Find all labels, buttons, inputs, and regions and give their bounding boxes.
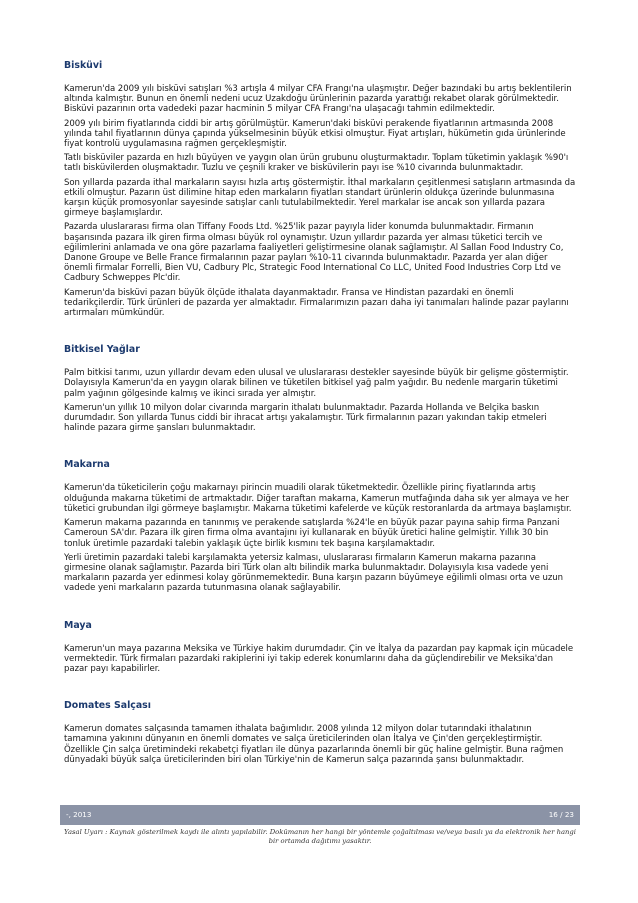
paragraph: Pazarda uluslararası firma olan Tiffany Foods Ltd. %25'lik pazar payıyla lider konumda bulunmaktadır. Firmanın başarısında pazara ilk giren firma olması büyük rol oynamıştır. Uzun yıllardır pazarda yer alması tüketici tercih ve eğilimlerini anlamada ve ona göre pazarlama faaliyetleri geliştirmesine olanak sağlamıştır. Al Sallan Food Industry Co, Danone Groupe ve Belle France firmalarının pazar payları %10-11 civarında bulunmaktadır. Pazarda yer alan diğer önemli firmalar Forrelli, Bien VU, Cadbury Plc, Strategic Food International Co LLC, United Food Industries Corp Ltd ve Cadbury Schweppes Plc'dir. [64, 222, 564, 284]
section-heading: Maya [64, 619, 92, 631]
paragraph: Kamerun domates salçasında tamamen ithalata bağımlıdır. 2008 yılında 12 milyon dolar tutarındaki ithalatının tamamına yakınını dünyanın en önemli domates ve salça üreticilerinden olan İtalya ve Çin'den gerçekleştirmiştir. Özellikle Çin salça üretimindeki rekabetçi fiyatları ile dünya pazarlarında önemli bir güç haline gelmiştir. Buna rağmen dünyadaki büyük salça üreticilerinden biri olan Türkiye'nin de Kamerun salça pazarında şansı bulunmaktadır. [64, 724, 564, 765]
legal-notice: Yasal Uyarı : Kaynak gösterilmek kaydı ile alıntı yapılabilir. Dokümanın her hangi bir yöntemle çoğaltılması ve/veya basılı ya da elektronik her hangi bir ortamda dağıtımı yasaktır. [64, 828, 576, 845]
footer-bar [60, 805, 580, 825]
paragraph: Son yıllarda pazarda ithal markaların sayısı hızla artış göstermiştir. İthal markaların çeşitlenmesi satışların artmasında da etkili olmuştur. Pazarın üst dilimine hitap eden markaların fiyatları standart ürünlerin oldukça üzerinde bulunmasına karşın küçük promosyonlar sayesinde satışlar canlı tutulabilmektedir. Yerel markalar ise ancak son yıllarda pazara girmeye başlamışlardır. [64, 177, 576, 219]
section-heading: Bisküvi [64, 60, 103, 71]
footer-date: -, 2013 [66, 810, 92, 819]
section-heading: Domates Salçası [64, 700, 151, 712]
document-body [64, 60, 576, 791]
section-biskuvi [64, 60, 576, 318]
paragraph: Kamerun'da tüketicilerin çoğu makarnayı pirincin muadili olarak tüketmektedir. Özellikle pirinç fiyatlarında artış olduğunda makarna tüketimi de artmaktadır. Diğer taraftan makarna, Kamerun mutfağında daha sık yer almaya ve her tüketici grubundan ilgi görmeye başlamıştır. Makarna tüketimi kafelerde ve küçük restoranlarda da artmaya başlamıştır. [64, 483, 572, 514]
section-bitkisel-yaglar [64, 344, 576, 433]
paragraph: Yerli üretimin pazardaki talebi karşılamakta yetersiz kalması, uluslararası firmaların Kamerun makarna pazarına girmesine olanak sağlamıştır. Pazarda biri Türk olan altı bilindik marka bulunmaktadır. Dolayısıyla kısa vadede yeni markaların pazarda yer edinmesi kolay görünmemektedir. Buna karşın pazarın büyümeye eğilimli olması orta ve uzun vadede yeni markaların pazarda tutunmasına olanak sağlayabilir. [64, 552, 564, 594]
section-heading: Bitkisel Yağlar [64, 344, 140, 356]
section-heading: Makarna [64, 459, 110, 471]
paragraph: Kamerun'da bisküvi pazarı büyük ölçüde ithalata dayanmaktadır. Fransa ve Hindistan pazardaki en önemli tedarikçilerdir. Türk ürünleri de pazarda yer almaktadır. Firmalarımızın pazarı daha iyi tanımaları halinde pazar paylarını artırmaları mümkündür. [64, 287, 569, 319]
paragraph: Kamerun'da 2009 yılı bisküvi satışları %3 artışla 4 milyar CFA Frangı'na ulaşmıştır. Değer bazındaki bu artış beklentilerin altında kalmıştır. Bunun en önemli nedeni ucuz Uzakdoğu ürünlerinin pazarda yarattığı rekabet olarak görülmektedir. Bisküvi pazarının orta vadedeki pazar hacminin 5 milyar CFA Frangı'na ulaşacağı tahmin edilmektedir. [64, 84, 572, 115]
paragraph: Kamerun'un yıllık 10 milyon dolar civarında margarin ithalatı bulunmaktadır. Pazarda Hollanda ve Belçika baskın durumdadır. Son yıllarda Tunus ciddi bir ihracat artışı yakalamıştır. Türk firmalarının pazarı yakından takip etmeleri halinde pazara girme şansları bulunmaktadır. [64, 402, 547, 434]
paragraph: Palm bitkisi tarımı, uzun yıllardır devam eden ulusal ve uluslararası destekler sayesinde büyük bir gelişme göstermiştir. Dolayısıyla Kamerun'da en yaygın olarak bilinen ve tüketilen bitkisel yağ palm yağıdır. Bu nedenle margarin tüketimi palm yağının gölgesinde kalmış ve ikinci sırada yer almıştır. [64, 368, 569, 399]
paragraph: Kamerun'un maya pazarına Meksika ve Türkiye hakim durumdadır. Çin ve İtalya da pazardan pay kapmak için mücadele vermektedir. Türk firmaları pazardaki rakiplerini iyi takip ederek konumlarını daha da güçlendirebilir ve Meksika'dan pazar payı kapabilirler. [64, 643, 574, 674]
page-number: 16 / 23 [548, 810, 574, 819]
section-makarna [64, 459, 576, 593]
paragraph: Kamerun makarna pazarında en tanınmış ve perakende satışlarda %24'le en büyük pazar payına sahip firma Panzani Cameroun SA'dır. Pazara ilk giren firma olma avantajını iyi kullanarak en büyük üretici haline gelmiştir. Yıllık 30 bin tonluk üretimle pazardaki talebin yaklaşık üçte birlik kısmını tek başına karşılamaktadır. [64, 518, 560, 549]
paragraph: 2009 yılı birim fiyatlarında ciddi bir artış görülmüştür. Kamerun'daki bisküvi perakende fiyatlarının artmasında 2008 yılında tahıl fiyatlarının dünya çapında yükselmesinin büyük etkisi olmuştur. Fiyat artışları, hükümetin gıda ürünlerinde fiyat kontrolü uygulamasına rağmen gerçekleşmiştir. [64, 118, 566, 150]
section-maya [64, 620, 576, 675]
paragraph: Tatlı bisküviler pazarda en hızlı büyüyen ve yaygın olan ürün grubunu oluşturmaktadır. Toplam tüketimin yaklaşık %90'ı tatlı bisküvilerden oluşmaktadır. Tuzlu ve çeşnili kraker ve bisküvilerin payı ise %10 civarında bulunmaktadır. [64, 153, 569, 174]
section-domates-salcasi [64, 700, 576, 765]
